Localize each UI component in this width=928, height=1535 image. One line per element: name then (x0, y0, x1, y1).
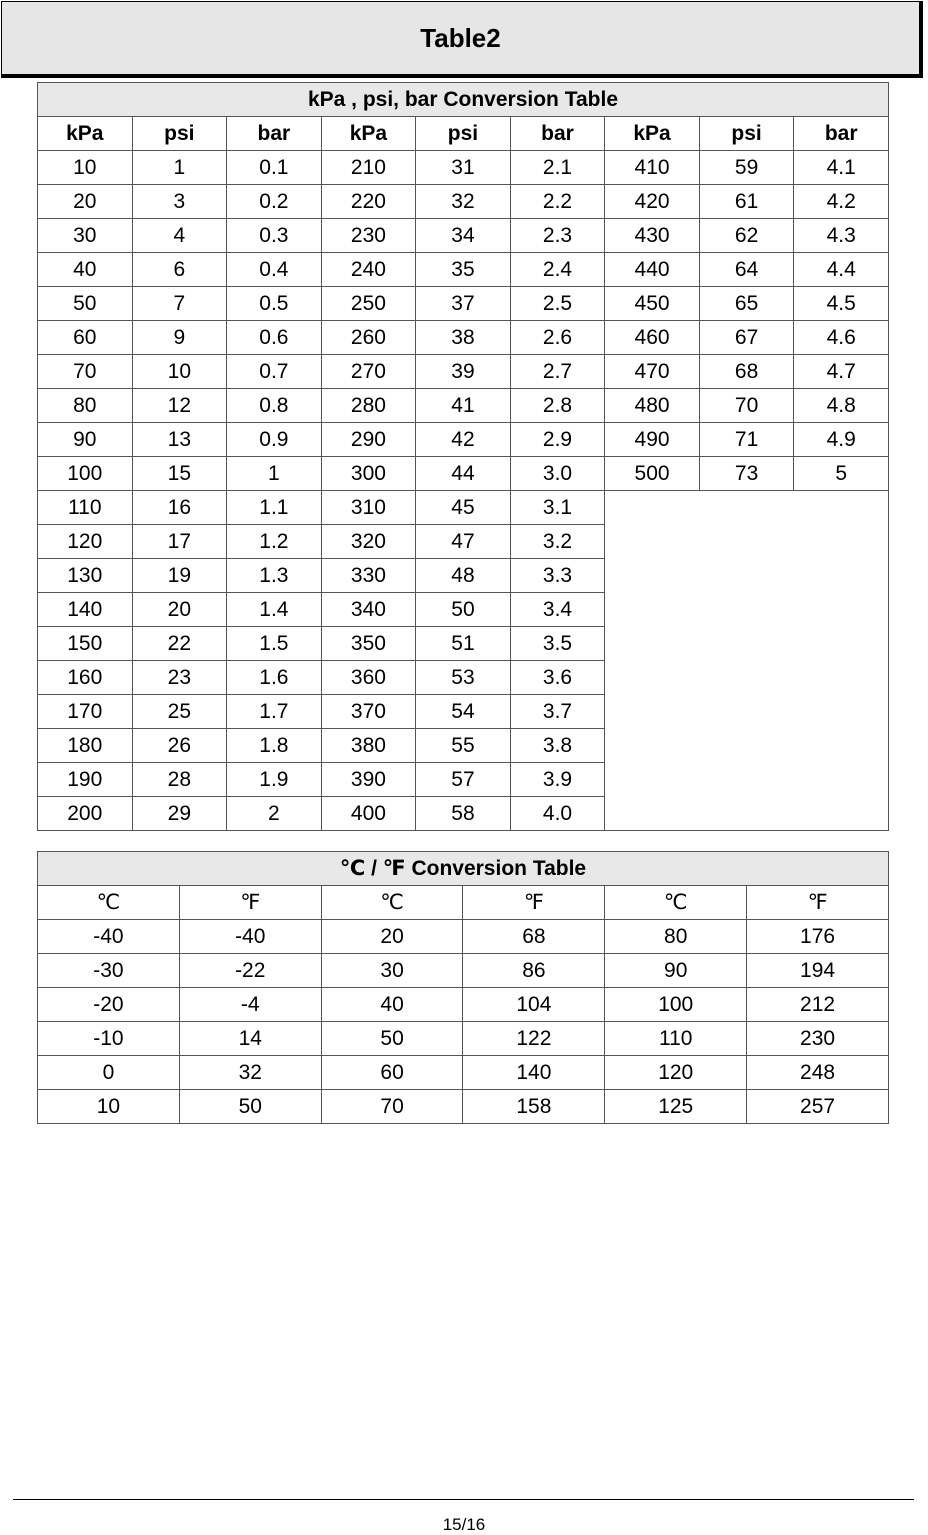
table-cell: 71 (699, 423, 794, 457)
table-cell: 0.1 (227, 151, 322, 185)
table-cell: 480 (605, 389, 700, 423)
table-cell: 50 (179, 1090, 321, 1124)
table-cell: 29 (132, 797, 227, 831)
table-cell: 4.7 (794, 355, 889, 389)
table-cell: 470 (605, 355, 700, 389)
table-cell: 0.6 (227, 321, 322, 355)
table-cell: 160 (38, 661, 133, 695)
table-cell: 86 (463, 954, 605, 988)
table-row (38, 954, 889, 988)
table-row (38, 287, 889, 321)
table-cell: 4.2 (794, 185, 889, 219)
pressure-conversion-table (37, 82, 889, 831)
table-cell: 0.7 (227, 355, 322, 389)
table-cell: 2.4 (510, 253, 605, 287)
table-cell: 500 (605, 457, 700, 491)
table-cell: 100 (605, 988, 747, 1022)
table-row (38, 1056, 889, 1090)
table-cell: 340 (321, 593, 416, 627)
table-cell: 3.8 (510, 729, 605, 763)
table-cell: 220 (321, 185, 416, 219)
table-cell: -20 (38, 988, 180, 1022)
table-cell: 53 (416, 661, 511, 695)
table-cell: 230 (747, 1022, 889, 1056)
table-cell: 9 (132, 321, 227, 355)
table-cell: 194 (747, 954, 889, 988)
table-cell: 280 (321, 389, 416, 423)
table-cell: 2.7 (510, 355, 605, 389)
table-row (38, 321, 889, 355)
table-cell: 110 (38, 491, 133, 525)
table-cell: -40 (38, 920, 180, 954)
table-cell: 51 (416, 627, 511, 661)
pressure-column-header: bar (227, 117, 322, 151)
pressure-column-header: kPa (605, 117, 700, 151)
table-cell: 35 (416, 253, 511, 287)
table-cell: 60 (321, 1056, 463, 1090)
table-row (38, 253, 889, 287)
table-cell: 65 (699, 287, 794, 321)
table-cell: 320 (321, 525, 416, 559)
table-cell: 0 (38, 1056, 180, 1090)
table-cell: 1.7 (227, 695, 322, 729)
table-cell: 3.9 (510, 763, 605, 797)
table-row (38, 423, 889, 457)
table-cell: 42 (416, 423, 511, 457)
table-cell: 4.0 (510, 797, 605, 831)
table-cell: 90 (38, 423, 133, 457)
table-cell: 270 (321, 355, 416, 389)
table-cell: 70 (699, 389, 794, 423)
table-cell: 25 (132, 695, 227, 729)
table-cell: 67 (699, 321, 794, 355)
temperature-column-header: ℃ (605, 886, 747, 920)
table-cell: 4.6 (794, 321, 889, 355)
table-cell: 440 (605, 253, 700, 287)
pressure-conversion-table-wrapper (37, 82, 889, 831)
table-row (38, 185, 889, 219)
pressure-column-header: kPa (321, 117, 416, 151)
table-row (38, 988, 889, 1022)
table-cell: 68 (699, 355, 794, 389)
pressure-column-header: bar (510, 117, 605, 151)
table-cell: 70 (321, 1090, 463, 1124)
table-cell: 120 (605, 1056, 747, 1090)
table-cell: 28 (132, 763, 227, 797)
temperature-column-header: ℃ (321, 886, 463, 920)
table-cell: 290 (321, 423, 416, 457)
table-cell: 122 (463, 1022, 605, 1056)
table-cell: 2 (227, 797, 322, 831)
table-cell: 19 (132, 559, 227, 593)
table-cell: 4.9 (794, 423, 889, 457)
table-cell: 14 (179, 1022, 321, 1056)
table-cell: 125 (605, 1090, 747, 1124)
temperature-table-heading: ℃ / ℉ Conversion Table (38, 852, 889, 886)
table-cell: 10 (132, 355, 227, 389)
table-cell: 44 (416, 457, 511, 491)
table-cell: 90 (605, 954, 747, 988)
table-cell: 1.8 (227, 729, 322, 763)
table-cell: 55 (416, 729, 511, 763)
table-cell: 400 (321, 797, 416, 831)
table-cell: 68 (463, 920, 605, 954)
empty-cell-block (605, 491, 889, 831)
table-cell: 3.4 (510, 593, 605, 627)
pressure-table-heading: kPa , psi, bar Conversion Table (38, 83, 889, 117)
table-cell: 22 (132, 627, 227, 661)
table-cell: 140 (463, 1056, 605, 1090)
table-cell: 2.8 (510, 389, 605, 423)
table-cell: 190 (38, 763, 133, 797)
table-cell: 3.1 (510, 491, 605, 525)
table-cell: 4.8 (794, 389, 889, 423)
table-cell: 248 (747, 1056, 889, 1090)
table-cell: 39 (416, 355, 511, 389)
table-cell: 80 (605, 920, 747, 954)
table-cell: 0.8 (227, 389, 322, 423)
table-cell: 158 (463, 1090, 605, 1124)
table-cell: 450 (605, 287, 700, 321)
table-cell: 3.6 (510, 661, 605, 695)
table-cell: 2.2 (510, 185, 605, 219)
table-cell: 0.4 (227, 253, 322, 287)
table-cell: 45 (416, 491, 511, 525)
table-cell: 50 (38, 287, 133, 321)
table-cell: 420 (605, 185, 700, 219)
table-cell: -22 (179, 954, 321, 988)
table-cell: 3.5 (510, 627, 605, 661)
table-cell: 4.3 (794, 219, 889, 253)
table-cell: 4 (132, 219, 227, 253)
pressure-column-header: kPa (38, 117, 133, 151)
table-cell: 7 (132, 287, 227, 321)
pressure-column-header: psi (416, 117, 511, 151)
table-cell: 48 (416, 559, 511, 593)
table-cell: 260 (321, 321, 416, 355)
table-cell: 70 (38, 355, 133, 389)
table-cell: 62 (699, 219, 794, 253)
table-cell: 212 (747, 988, 889, 1022)
table-cell: 4.5 (794, 287, 889, 321)
table-cell: 37 (416, 287, 511, 321)
temperature-column-header: ℉ (747, 886, 889, 920)
table-cell: 30 (38, 219, 133, 253)
table-cell: 5 (794, 457, 889, 491)
table-cell: 3.0 (510, 457, 605, 491)
table-cell: 300 (321, 457, 416, 491)
table-cell: 120 (38, 525, 133, 559)
table-cell: 1 (132, 151, 227, 185)
table-cell: 16 (132, 491, 227, 525)
table-cell: 15 (132, 457, 227, 491)
table-cell: 100 (38, 457, 133, 491)
temperature-column-header: ℉ (463, 886, 605, 920)
table-cell: 1.5 (227, 627, 322, 661)
table-cell: 240 (321, 253, 416, 287)
table-cell: 20 (321, 920, 463, 954)
table-cell: 3.3 (510, 559, 605, 593)
table-cell: 32 (179, 1056, 321, 1090)
table-cell: 1.4 (227, 593, 322, 627)
table-cell: 130 (38, 559, 133, 593)
table-cell: 3.7 (510, 695, 605, 729)
table-cell: 140 (38, 593, 133, 627)
table-cell: 50 (321, 1022, 463, 1056)
table-cell: 59 (699, 151, 794, 185)
table-cell: 41 (416, 389, 511, 423)
table-cell: 10 (38, 1090, 180, 1124)
table-cell: 310 (321, 491, 416, 525)
table-row (38, 1022, 889, 1056)
table-cell: 2.6 (510, 321, 605, 355)
table-cell: 230 (321, 219, 416, 253)
table-cell: 40 (321, 988, 463, 1022)
table-cell: 58 (416, 797, 511, 831)
pressure-column-header: bar (794, 117, 889, 151)
pressure-column-header: psi (699, 117, 794, 151)
table-row (38, 355, 889, 389)
table-cell: 50 (416, 593, 511, 627)
table-cell: 410 (605, 151, 700, 185)
page-title: Table2 (1, 1, 923, 78)
table-cell: 250 (321, 287, 416, 321)
table-cell: 34 (416, 219, 511, 253)
table-cell: 10 (38, 151, 133, 185)
table-cell: 1.6 (227, 661, 322, 695)
table-cell: 64 (699, 253, 794, 287)
table-cell: 2.1 (510, 151, 605, 185)
table-row (38, 491, 889, 525)
table-cell: 38 (416, 321, 511, 355)
table-cell: 61 (699, 185, 794, 219)
table-cell: -40 (179, 920, 321, 954)
table-cell: 1 (227, 457, 322, 491)
table-cell: 1.9 (227, 763, 322, 797)
table-row (38, 151, 889, 185)
table-cell: 57 (416, 763, 511, 797)
table-cell: 3.2 (510, 525, 605, 559)
table-cell: 2.5 (510, 287, 605, 321)
table-cell: 490 (605, 423, 700, 457)
table-cell: 12 (132, 389, 227, 423)
table-cell: 390 (321, 763, 416, 797)
table-cell: 73 (699, 457, 794, 491)
table-cell: 30 (321, 954, 463, 988)
table-cell: 17 (132, 525, 227, 559)
table-cell: 80 (38, 389, 133, 423)
table-cell: 170 (38, 695, 133, 729)
table-cell: 40 (38, 253, 133, 287)
table-cell: 54 (416, 695, 511, 729)
table-row (38, 457, 889, 491)
table-cell: 31 (416, 151, 511, 185)
table-cell: 180 (38, 729, 133, 763)
table-cell: 200 (38, 797, 133, 831)
table-cell: 6 (132, 253, 227, 287)
table-cell: 104 (463, 988, 605, 1022)
table-cell: -30 (38, 954, 180, 988)
table-cell: 4.1 (794, 151, 889, 185)
pressure-column-header: psi (132, 117, 227, 151)
table-cell: 0.5 (227, 287, 322, 321)
pressure-header-row (38, 117, 889, 151)
table-cell: 20 (132, 593, 227, 627)
temperature-header-row (38, 886, 889, 920)
table-cell: 32 (416, 185, 511, 219)
table-cell: 4.4 (794, 253, 889, 287)
table-cell: -4 (179, 988, 321, 1022)
table-cell: 460 (605, 321, 700, 355)
temperature-column-header: ℉ (179, 886, 321, 920)
footer-divider (13, 1499, 914, 1500)
table-cell: 13 (132, 423, 227, 457)
table-cell: 430 (605, 219, 700, 253)
table-cell: 370 (321, 695, 416, 729)
table-cell: 210 (321, 151, 416, 185)
table-row (38, 1090, 889, 1124)
table-cell: 26 (132, 729, 227, 763)
table-cell: 0.2 (227, 185, 322, 219)
temperature-conversion-table-wrapper (37, 851, 889, 1124)
table-cell: 380 (321, 729, 416, 763)
table-cell: 47 (416, 525, 511, 559)
page-number: 15/16 (442, 1515, 486, 1534)
table-cell: 20 (38, 185, 133, 219)
table-cell: 330 (321, 559, 416, 593)
table-row (38, 389, 889, 423)
table-cell: 1.1 (227, 491, 322, 525)
table-row (38, 219, 889, 253)
table-cell: 176 (747, 920, 889, 954)
table-cell: 23 (132, 661, 227, 695)
table-cell: 0.9 (227, 423, 322, 457)
temperature-conversion-table (37, 851, 889, 1124)
table-cell: 150 (38, 627, 133, 661)
table-row (38, 920, 889, 954)
table-cell: 3 (132, 185, 227, 219)
table-cell: -10 (38, 1022, 180, 1056)
table-cell: 360 (321, 661, 416, 695)
table-cell: 350 (321, 627, 416, 661)
temperature-column-header: ℃ (38, 886, 180, 920)
table-cell: 60 (38, 321, 133, 355)
table-cell: 2.3 (510, 219, 605, 253)
table-cell: 1.2 (227, 525, 322, 559)
table-cell: 2.9 (510, 423, 605, 457)
table-cell: 0.3 (227, 219, 322, 253)
table-cell: 1.3 (227, 559, 322, 593)
table-cell: 257 (747, 1090, 889, 1124)
table-cell: 110 (605, 1022, 747, 1056)
